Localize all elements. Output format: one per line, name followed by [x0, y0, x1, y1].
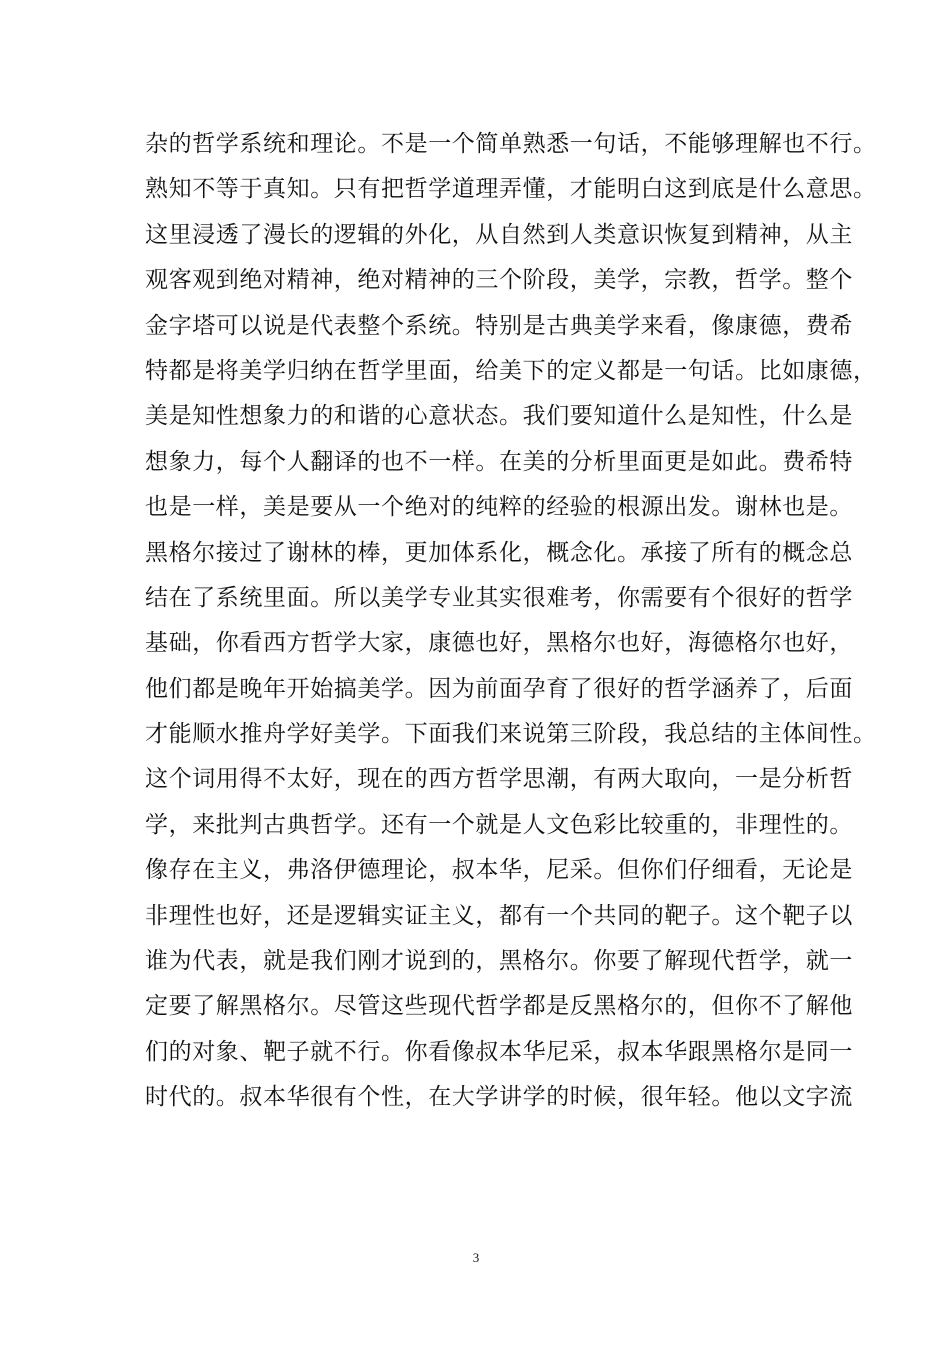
text-line: 像存在主义，弗洛伊德理论，叔本华，尼采。但你们仔细看，无论是: [145, 857, 853, 884]
text-line: 熟知不等于真知。只有把哲学道理弄懂，才能明白这到底是什么意思。: [145, 176, 877, 203]
text-line: 基础，你看西方哲学大家，康德也好，黑格尔也好，海德格尔也好，: [145, 630, 853, 657]
text-line: 杂的哲学系统和理论。不是一个简单熟悉一句话，不能够理解也不行。: [145, 131, 877, 157]
text-line: 这个词用得不太好，现在的西方哲学思潮，有两大取向，一是分析哲: [145, 766, 853, 793]
text-line: 这里浸透了漫长的逻辑的外化，从自然到人类意识恢复到精神，从主: [145, 221, 853, 248]
text-line: 他们都是晚年开始搞美学。因为前面孕育了很好的哲学涵养了，后面: [145, 675, 853, 702]
text-line: 金字塔可以说是代表整个系统。特别是古典美学来看，像康德，费希: [145, 312, 853, 339]
body-text: [145, 122, 877, 1121]
text-line: 谁为代表，就是我们刚才说到的，黑格尔。你要了解现代哲学，就一: [145, 948, 853, 975]
text-line: 美是知性想象力的和谐的心意状态。我们要知道什么是知性，什么是: [145, 403, 853, 430]
text-line: 黑格尔接过了谢林的棒，更加体系化，概念化。承接了所有的概念总: [145, 539, 853, 566]
text-line: 特都是将美学归纳在哲学里面，给美下的定义都是一句话。比如康德，: [145, 357, 877, 384]
text-line: 时代的。叔本华很有个性，在大学讲学的时候，很年轻。他以文字流: [145, 1084, 853, 1111]
text-line: 也是一样，美是要从一个绝对的纯粹的经验的根源出发。谢林也是。: [145, 494, 853, 521]
page-number: 3: [472, 1250, 480, 1265]
text-line: 们的对象、靶子就不行。你看像叔本华尼采，叔本华跟黑格尔是同一: [145, 1038, 853, 1065]
text-line: 学，来批判古典哲学。还有一个就是人文色彩比较重的，非理性的。: [145, 811, 853, 838]
text-line: 定要了解黑格尔。尽管这些现代哲学都是反黑格尔的，但你不了解他: [145, 993, 853, 1020]
text-line: 想象力，每个人翻译的也不一样。在美的分析里面更是如此。费希特: [145, 448, 853, 475]
text-line: 观客观到绝对精神，绝对精神的三个阶段，美学，宗教，哲学。整个: [145, 267, 853, 294]
text-line: 结在了系统里面。所以美学专业其实很难考，你需要有个很好的哲学: [145, 584, 853, 611]
text-line: 非理性也好，还是逻辑实证主义，都有一个共同的靶子。这个靶子以: [145, 902, 853, 929]
text-line: 才能顺水推舟学好美学。下面我们来说第三阶段，我总结的主体间性。: [145, 721, 877, 748]
